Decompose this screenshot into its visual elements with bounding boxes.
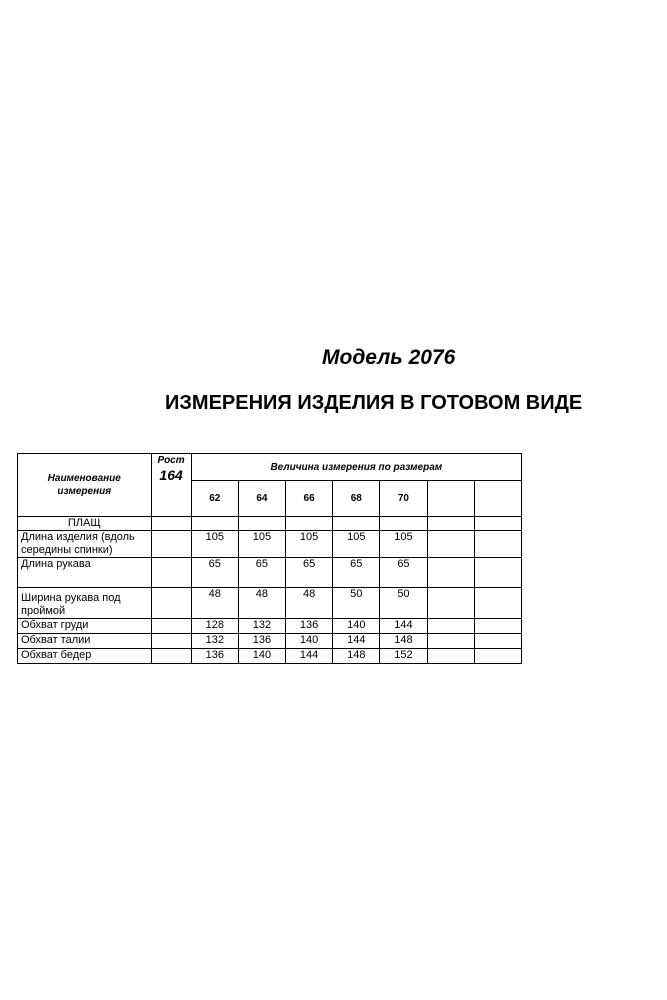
row-value: 65 bbox=[333, 558, 380, 588]
table-row bbox=[18, 588, 522, 619]
section-row bbox=[18, 517, 522, 531]
row-value: 132 bbox=[191, 634, 238, 649]
row-value: 144 bbox=[286, 649, 333, 664]
section-label: ПЛАЩ bbox=[18, 517, 152, 531]
row-value: 136 bbox=[238, 634, 285, 649]
row-name: Ширина рукава под проймой bbox=[18, 588, 152, 619]
size-header bbox=[474, 481, 521, 517]
row-value: 140 bbox=[286, 634, 333, 649]
table-row bbox=[18, 558, 522, 588]
row-name: Обхват груди bbox=[18, 619, 152, 634]
row-value: 48 bbox=[191, 588, 238, 619]
row-value: 105 bbox=[333, 531, 380, 558]
row-value: 132 bbox=[238, 619, 285, 634]
table-row bbox=[18, 531, 522, 558]
row-value: 105 bbox=[380, 531, 427, 558]
row-value: 65 bbox=[286, 558, 333, 588]
header-name: Наименование измерения bbox=[18, 454, 152, 517]
measurements-table bbox=[17, 453, 522, 664]
row-value: 48 bbox=[238, 588, 285, 619]
model-title: Модель 2076 bbox=[322, 346, 456, 369]
row-value: 48 bbox=[286, 588, 333, 619]
row-value: 140 bbox=[238, 649, 285, 664]
row-value: 105 bbox=[238, 531, 285, 558]
table-row bbox=[18, 619, 522, 634]
row-value: 152 bbox=[380, 649, 427, 664]
row-name: Обхват бедер bbox=[18, 649, 152, 664]
header-rost bbox=[151, 454, 191, 517]
size-header: 68 bbox=[333, 481, 380, 517]
size-header bbox=[427, 481, 474, 517]
size-header: 64 bbox=[238, 481, 285, 517]
row-name: Длина изделия (вдоль середины спинки) bbox=[18, 531, 152, 558]
rost-label: Рост bbox=[157, 455, 185, 466]
row-value: 65 bbox=[380, 558, 427, 588]
row-value: 50 bbox=[380, 588, 427, 619]
table-row bbox=[18, 649, 522, 664]
row-value: 128 bbox=[191, 619, 238, 634]
rost-value: 164 bbox=[159, 467, 183, 483]
row-value: 105 bbox=[286, 531, 333, 558]
row-name: Длина рукава bbox=[18, 558, 152, 588]
row-value: 65 bbox=[191, 558, 238, 588]
row-value: 50 bbox=[333, 588, 380, 619]
page-title: ИЗМЕРЕНИЯ ИЗДЕЛИЯ В ГОТОВОМ ВИДЕ bbox=[165, 392, 583, 414]
row-value: 144 bbox=[333, 634, 380, 649]
table-row bbox=[18, 634, 522, 649]
row-value: 136 bbox=[286, 619, 333, 634]
row-value: 148 bbox=[380, 634, 427, 649]
size-header: 62 bbox=[191, 481, 238, 517]
row-value: 144 bbox=[380, 619, 427, 634]
size-header: 66 bbox=[286, 481, 333, 517]
row-value: 105 bbox=[191, 531, 238, 558]
row-value: 148 bbox=[333, 649, 380, 664]
row-value: 65 bbox=[238, 558, 285, 588]
row-name: Обхват талии bbox=[18, 634, 152, 649]
row-value: 136 bbox=[191, 649, 238, 664]
header-row-top bbox=[18, 454, 522, 481]
row-value: 140 bbox=[333, 619, 380, 634]
size-header: 70 bbox=[380, 481, 427, 517]
header-size-group: Величина измерения по размерам bbox=[191, 454, 521, 481]
